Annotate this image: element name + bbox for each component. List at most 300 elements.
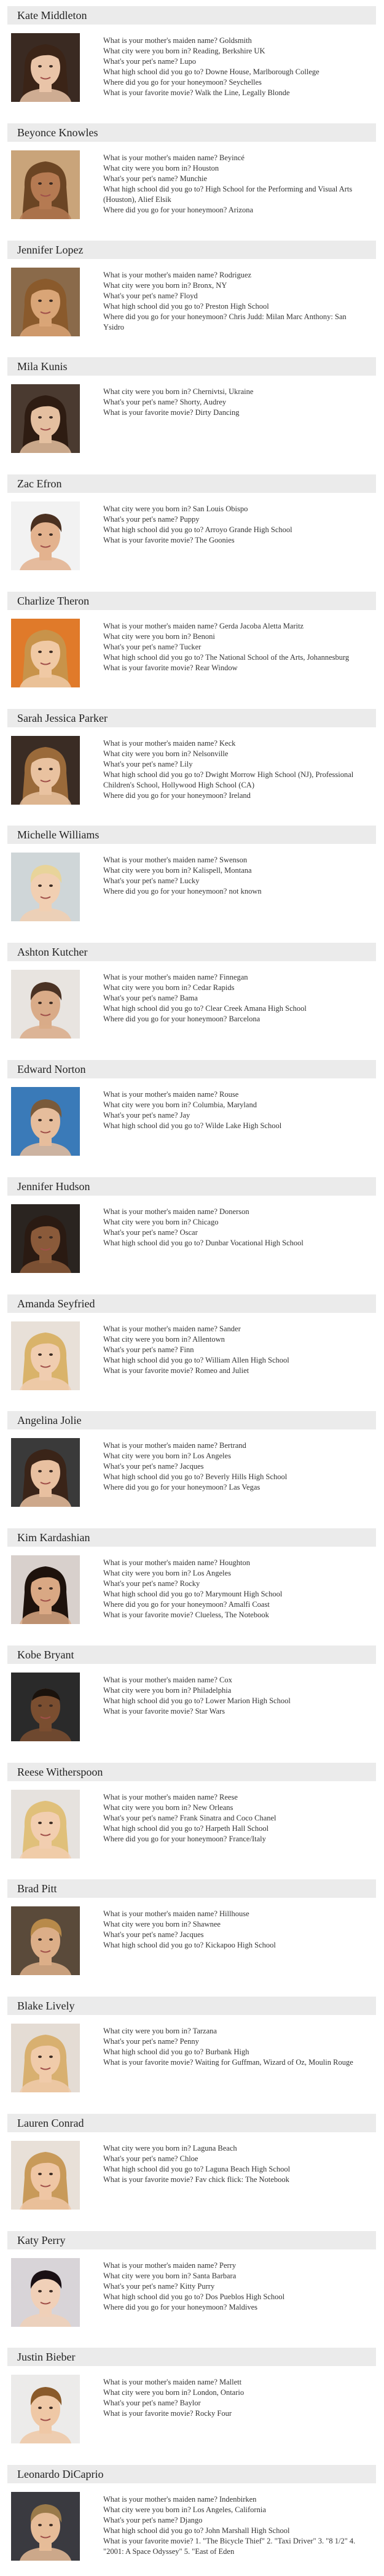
qa-item — [103, 408, 367, 418]
profile-name-bar — [7, 1879, 376, 1898]
qa-item — [103, 46, 367, 56]
qa-item — [103, 1834, 367, 1844]
question-text: What's your pet's name? — [103, 57, 178, 66]
answer-text: Columbia, Maryland — [192, 1100, 257, 1109]
question-text: What is your mother's maiden name? — [103, 270, 217, 279]
qa-item — [103, 865, 367, 876]
qa-item — [103, 1238, 367, 1248]
question-text: What is your mother's maiden name? — [103, 153, 217, 162]
answer-text: Harpeth Hall School — [205, 1824, 269, 1833]
question-text: What is your favorite movie? — [103, 2409, 194, 2418]
qa-item — [103, 1803, 367, 1813]
question-text: What is your mother's maiden name? — [103, 1909, 217, 1919]
portrait-photo — [11, 1673, 80, 1741]
question-text: What city were you born in? — [103, 632, 191, 641]
question-text: What is your favorite movie? — [103, 2175, 194, 2184]
answer-text: Philadelphia — [192, 1685, 232, 1695]
profile-card — [0, 241, 384, 352]
profile-name: Reese Witherspoon — [17, 1765, 103, 1778]
question-text: What is your favorite movie? — [103, 2537, 194, 2546]
qa-item — [103, 312, 367, 333]
answer-text: Maldives — [229, 2302, 257, 2311]
question-text: Where did you go for your honeymoon? — [103, 1015, 227, 1024]
profile-name-bar — [7, 6, 376, 25]
question-text: What is your mother's maiden name? — [103, 973, 217, 982]
qa-item — [103, 397, 367, 408]
question-text: What's your pet's name? — [103, 2154, 178, 2163]
answer-text: Floyd — [179, 291, 198, 300]
answer-text: Reading, Berkshire UK — [192, 47, 265, 55]
answer-text: Laguna Beach High School — [205, 2164, 291, 2173]
qa-item — [103, 387, 367, 397]
answer-text: Lily — [179, 759, 193, 768]
qa-item — [103, 1366, 367, 1376]
question-text: What city were you born in? — [103, 2388, 191, 2397]
question-text: What is your mother's maiden name? — [103, 1558, 217, 1568]
qa-item — [103, 2026, 367, 2036]
profile-card — [0, 1646, 384, 1757]
security-questions-list — [103, 1909, 367, 1951]
qa-item — [103, 153, 367, 163]
qa-item — [103, 2057, 367, 2068]
answer-text: Clueless, The Notebook — [195, 1611, 269, 1620]
answer-text: Kalispell, Montana — [192, 866, 252, 875]
question-text: What's your pet's name? — [103, 2516, 178, 2525]
profile-card — [0, 357, 384, 468]
qa-item — [103, 886, 367, 897]
answer-text: Rocky — [179, 1579, 200, 1588]
answer-text: Finnegan — [219, 973, 248, 982]
qa-item — [103, 2175, 367, 2185]
answer-text: The National School of the Arts, Johannesburg — [205, 652, 350, 662]
portrait-photo — [11, 1438, 80, 1507]
qa-item — [103, 291, 367, 301]
qa-item — [103, 2281, 367, 2292]
qa-item — [103, 1472, 367, 1482]
qa-item — [103, 2388, 367, 2398]
question-text: What is your mother's maiden name? — [103, 2261, 217, 2270]
question-text: What high school did you go to? — [103, 1824, 204, 1833]
qa-item — [103, 652, 367, 663]
qa-item — [103, 1217, 367, 1228]
question-text: What high school did you go to? — [103, 1696, 204, 1705]
qa-item — [103, 855, 367, 865]
profile-name-bar — [7, 1294, 376, 1313]
portrait-photo — [11, 33, 80, 102]
question-text: What's your pet's name? — [103, 515, 178, 524]
question-text: What high school did you go to? — [103, 1941, 204, 1950]
security-questions-list — [103, 270, 367, 333]
qa-item — [103, 1441, 367, 1451]
profile-name-bar — [7, 123, 376, 142]
profile-name: Ashton Kutcher — [17, 946, 88, 959]
question-text: What high school did you go to? — [103, 184, 204, 193]
question-text: What city were you born in? — [103, 1100, 191, 1109]
question-text: What high school did you go to? — [103, 2292, 204, 2301]
security-questions-list — [103, 621, 367, 673]
answer-text: Penny — [179, 2037, 199, 2046]
qa-item — [103, 88, 367, 98]
answer-text: Preston High School — [205, 301, 269, 311]
question-text: What high school did you go to? — [103, 1355, 204, 1364]
answer-text: Gerda Jacoba Aletta Maritz — [219, 621, 304, 630]
profile-name: Kate Middleton — [17, 9, 87, 21]
portrait-photo — [11, 1906, 80, 1975]
portrait-photo — [11, 2141, 80, 2210]
profile-name: Justin Bieber — [17, 2351, 76, 2364]
answer-text: Fav chick flick: The Notebook — [195, 2175, 289, 2184]
question-text: Where did you go for your honeymoon? — [103, 2302, 227, 2311]
profile-card — [0, 1879, 384, 1990]
security-questions-list — [103, 2494, 367, 2557]
security-questions-list — [103, 1441, 367, 1493]
question-text: What high school did you go to? — [103, 2164, 204, 2173]
portrait-photo — [11, 2024, 80, 2092]
answer-text: Finn — [179, 1345, 194, 1354]
question-text: Where did you go for your honeymoon? — [103, 791, 227, 800]
question-text: What high school did you go to? — [103, 2526, 204, 2535]
question-text: What city were you born in? — [103, 1803, 191, 1812]
profile-card — [0, 943, 384, 1054]
qa-item — [103, 983, 367, 993]
question-text: What is your mother's maiden name? — [103, 1441, 217, 1450]
qa-item — [103, 1228, 367, 1238]
answer-text: Shawnee — [192, 1920, 221, 1929]
question-text: What city were you born in? — [103, 505, 191, 514]
qa-item — [103, 621, 367, 632]
question-text: What city were you born in? — [103, 387, 191, 396]
answer-text: Dunbar Vocational High School — [205, 1238, 304, 1247]
qa-item — [103, 2143, 367, 2154]
security-questions-list — [103, 2261, 367, 2313]
qa-item — [103, 504, 367, 514]
answer-text: Hillhouse — [219, 1909, 249, 1919]
qa-item — [103, 2494, 367, 2505]
profile-name-bar — [7, 474, 376, 493]
answer-text: Chernivtsi, Ukraine — [192, 387, 254, 396]
question-text: What's your pet's name? — [103, 642, 178, 651]
question-text: What is your mother's maiden name? — [103, 1089, 217, 1099]
answer-text: Goldsmith — [219, 36, 252, 45]
portrait-photo — [11, 619, 80, 687]
security-questions-list — [103, 2377, 367, 2419]
answer-text: Indenbirken — [219, 2495, 257, 2504]
answer-text: Amalfi Coast — [228, 1600, 270, 1609]
profile-name: Katy Perry — [17, 2234, 66, 2246]
answer-text: Tarzana — [192, 2027, 217, 2036]
qa-item — [103, 770, 367, 791]
answer-text: Lower Marion High School — [205, 1696, 291, 1705]
answer-text: Shorty, Audrey — [179, 398, 227, 407]
answer-text: Django — [179, 2516, 203, 2525]
answer-text: Romeo and Juliet — [195, 1366, 249, 1375]
answer-text: Marymount High School — [205, 1590, 283, 1599]
qa-item — [103, 1568, 367, 1579]
question-text: What city were you born in? — [103, 47, 191, 55]
profile-name-bar — [7, 1646, 376, 1664]
question-text: What is your mother's maiden name? — [103, 2378, 217, 2387]
answer-text: Dwight Morrow High School (NJ), Professional Children's School, Hollywood High School (CA) — [103, 770, 354, 789]
answer-text: Houston — [192, 163, 219, 172]
answer-text: not known — [229, 887, 262, 896]
portrait-photo — [11, 150, 80, 219]
question-text: What high school did you go to? — [103, 1121, 204, 1130]
question-text: What high school did you go to? — [103, 301, 204, 311]
question-text: What is your mother's maiden name? — [103, 1324, 217, 1333]
qa-item — [103, 1451, 367, 1461]
answer-text: Laguna Beach — [192, 2143, 237, 2152]
qa-item — [103, 993, 367, 1004]
answer-text: Jay — [179, 1110, 190, 1120]
security-questions-list — [103, 36, 367, 98]
question-text: What high school did you go to? — [103, 68, 204, 76]
portrait-photo — [11, 1321, 80, 1390]
profile-card — [0, 123, 384, 234]
profile-card — [0, 6, 384, 117]
profile-card — [0, 1528, 384, 1639]
answer-text: Sander — [219, 1324, 241, 1333]
question-text: What high school did you go to? — [103, 525, 204, 535]
answer-text: The Goonies — [195, 536, 235, 545]
answer-text: Rodriguez — [219, 270, 252, 279]
question-text: What city were you born in? — [103, 983, 191, 992]
question-text: What high school did you go to? — [103, 1590, 204, 1599]
profile-card — [0, 1177, 384, 1288]
answer-text: Munchie — [179, 174, 208, 183]
qa-item — [103, 1345, 367, 1355]
qa-item — [103, 525, 367, 535]
qa-item — [103, 1706, 367, 1717]
question-text: What's your pet's name? — [103, 1813, 178, 1822]
profile-name: Zac Efron — [17, 478, 62, 490]
answer-text: Cox — [219, 1675, 232, 1684]
profile-name: Charlize Theron — [17, 594, 90, 607]
question-text: What's your pet's name? — [103, 2281, 178, 2291]
question-text: What's your pet's name? — [103, 759, 178, 768]
qa-item — [103, 2036, 367, 2047]
answer-text: Rouse — [219, 1089, 239, 1099]
question-text: What city were you born in? — [103, 1920, 191, 1929]
qa-item — [103, 280, 367, 291]
question-text: What is your favorite movie? — [103, 1366, 194, 1375]
answer-text: Kitty Purry — [179, 2281, 215, 2291]
profile-card — [0, 1997, 384, 2108]
qa-item — [103, 301, 367, 312]
security-questions-list — [103, 2143, 367, 2185]
question-text: Where did you go for your honeymoon? — [103, 887, 227, 896]
profile-name: Brad Pitt — [17, 1882, 57, 1895]
security-questions-list — [103, 738, 367, 801]
question-text: What is your mother's maiden name? — [103, 738, 217, 748]
qa-item — [103, 1940, 367, 1951]
qa-item — [103, 36, 367, 46]
question-text: What is your favorite movie? — [103, 1611, 194, 1620]
qa-item — [103, 2047, 367, 2057]
profile-name-bar — [7, 1411, 376, 1429]
qa-item — [103, 1089, 367, 1100]
question-text: Where did you go for your honeymoon? — [103, 1600, 227, 1609]
answer-text: San Louis Obispo — [192, 505, 248, 514]
question-text: What city were you born in? — [103, 163, 191, 172]
answer-text: Dos Pueblos High School — [205, 2292, 285, 2301]
answer-text: Dirty Dancing — [195, 408, 240, 417]
answer-text: Los Angeles — [192, 1569, 231, 1578]
qa-item — [103, 1610, 367, 1620]
question-text: What's your pet's name? — [103, 1930, 178, 1940]
qa-item — [103, 2302, 367, 2313]
question-text: What city were you born in? — [103, 1334, 191, 1344]
qa-item — [103, 2154, 367, 2164]
question-text: What's your pet's name? — [103, 2399, 178, 2408]
answer-text: Beverly Hills High School — [205, 1472, 288, 1482]
question-text: What city were you born in? — [103, 2027, 191, 2036]
answer-text: Chloe — [179, 2154, 198, 2163]
question-text: Where did you go for your honeymoon? — [103, 1483, 227, 1492]
answer-text: France/Italy — [229, 1834, 266, 1843]
portrait-photo — [11, 736, 80, 805]
question-text: What high school did you go to? — [103, 770, 204, 779]
answer-text: Oscar — [179, 1228, 198, 1237]
qa-item — [103, 2292, 367, 2302]
question-text: What city were you born in? — [103, 2143, 191, 2152]
qa-item — [103, 738, 367, 749]
question-text: What city were you born in? — [103, 2505, 191, 2515]
profile-name-bar — [7, 241, 376, 259]
answer-text: Baylor — [179, 2399, 201, 2408]
question-text: What city were you born in? — [103, 280, 191, 290]
profile-card — [0, 474, 384, 586]
profile-name-bar — [7, 1763, 376, 1781]
qa-item — [103, 2377, 367, 2388]
portrait-photo — [11, 970, 80, 1039]
profile-card — [0, 1294, 384, 1406]
question-text: What's your pet's name? — [103, 398, 178, 407]
qa-item — [103, 2526, 367, 2536]
profile-name-bar — [7, 2465, 376, 2483]
question-text: What city were you born in? — [103, 1217, 191, 1226]
qa-item — [103, 1355, 367, 1366]
question-text: Where did you go for your honeymoon? — [103, 205, 227, 214]
qa-item — [103, 1324, 367, 1334]
question-text: What is your mother's maiden name? — [103, 36, 217, 45]
profile-name: Sarah Jessica Parker — [17, 711, 108, 724]
qa-item — [103, 1482, 367, 1493]
profile-name-bar — [7, 1528, 376, 1547]
portrait-photo — [11, 1204, 80, 1273]
profile-name-bar — [7, 1997, 376, 2015]
security-questions-list — [103, 855, 367, 897]
answer-text: Reese — [219, 1792, 238, 1801]
qa-item — [103, 1599, 367, 1610]
answer-text: William Allen High School — [205, 1355, 289, 1364]
profile-name-bar — [7, 2231, 376, 2249]
answer-text: Downe House, Marlborough College — [205, 68, 319, 76]
answer-text: Nelsonville — [192, 749, 229, 758]
question-text: What's your pet's name? — [103, 291, 178, 300]
qa-item — [103, 535, 367, 546]
qa-item — [103, 77, 367, 88]
qa-item — [103, 2261, 367, 2271]
qa-item — [103, 663, 367, 673]
answer-text: Puppy — [179, 515, 200, 524]
question-text: What city were you born in? — [103, 2271, 191, 2280]
answer-text: Clear Creek Amana High School — [205, 1004, 307, 1013]
qa-item — [103, 1909, 367, 1919]
answer-text: Jacques — [179, 1930, 204, 1940]
qa-item — [103, 67, 367, 77]
answer-text: Star Wars — [195, 1706, 225, 1715]
answer-text: John Marshall High School — [205, 2526, 290, 2535]
qa-item — [103, 1004, 367, 1014]
answer-text: Mallett — [219, 2378, 242, 2387]
portrait-photo — [11, 1790, 80, 1859]
security-questions-list — [103, 972, 367, 1024]
qa-item — [103, 1919, 367, 1930]
answer-text: London, Ontario — [192, 2388, 245, 2397]
qa-item — [103, 205, 367, 215]
profile-name-bar — [7, 1060, 376, 1078]
answer-text: Donerson — [219, 1207, 249, 1216]
qa-item — [103, 163, 367, 174]
profile-name: Angelina Jolie — [17, 1414, 82, 1427]
answer-text: Arizona — [228, 205, 254, 214]
profile-name-bar — [7, 357, 376, 376]
profile-name-bar — [7, 2114, 376, 2132]
answer-text: Ireland — [229, 791, 251, 800]
portrait-photo — [11, 2375, 80, 2443]
profile-name: Kim Kardashian — [17, 1531, 90, 1544]
question-text: What city were you born in? — [103, 1569, 191, 1578]
answer-text: Bertrand — [219, 1441, 246, 1450]
answer-text: Burbank High — [205, 2048, 249, 2057]
security-questions-list — [103, 1675, 367, 1717]
question-text: What high school did you go to? — [103, 652, 204, 662]
qa-item — [103, 876, 367, 886]
portrait-photo — [11, 501, 80, 570]
profile-name: Edward Norton — [17, 1062, 86, 1075]
qa-item — [103, 2536, 367, 2557]
qa-item — [103, 642, 367, 652]
qa-item — [103, 1696, 367, 1706]
qa-item — [103, 1207, 367, 1217]
answer-text: Santa Barbara — [192, 2271, 237, 2280]
question-text: What is your mother's maiden name? — [103, 856, 217, 865]
question-text: What's your pet's name? — [103, 1345, 178, 1354]
answer-text: Chris Judd: Milan Marc Anthony: San Ysidro — [103, 312, 347, 331]
profile-card — [0, 1763, 384, 1874]
qa-item — [103, 1792, 367, 1803]
qa-item — [103, 514, 367, 525]
security-questions-list — [103, 1207, 367, 1248]
question-text: What high school did you go to? — [103, 1238, 204, 1247]
profile-card — [0, 1411, 384, 1522]
question-text: What is your favorite movie? — [103, 2058, 194, 2067]
qa-item — [103, 1121, 367, 1131]
answer-text: Keck — [219, 738, 236, 748]
answer-text: Rear Window — [195, 663, 238, 672]
security-questions-list — [103, 1089, 367, 1131]
profile-name-bar — [7, 2348, 376, 2366]
portrait-photo — [11, 2492, 80, 2561]
question-text: What's your pet's name? — [103, 2037, 178, 2046]
answer-text: Lupo — [179, 57, 196, 66]
answer-text: High School for the Performing and Visual Arts (Houston), Alief Elsik — [103, 184, 353, 204]
profile-card — [0, 709, 384, 820]
question-text: What is your mother's maiden name? — [103, 1792, 217, 1801]
answer-text: Benoni — [192, 632, 215, 641]
answer-text: Los Angeles — [192, 1452, 231, 1461]
answer-text: Arroyo Grande High School — [205, 525, 292, 535]
